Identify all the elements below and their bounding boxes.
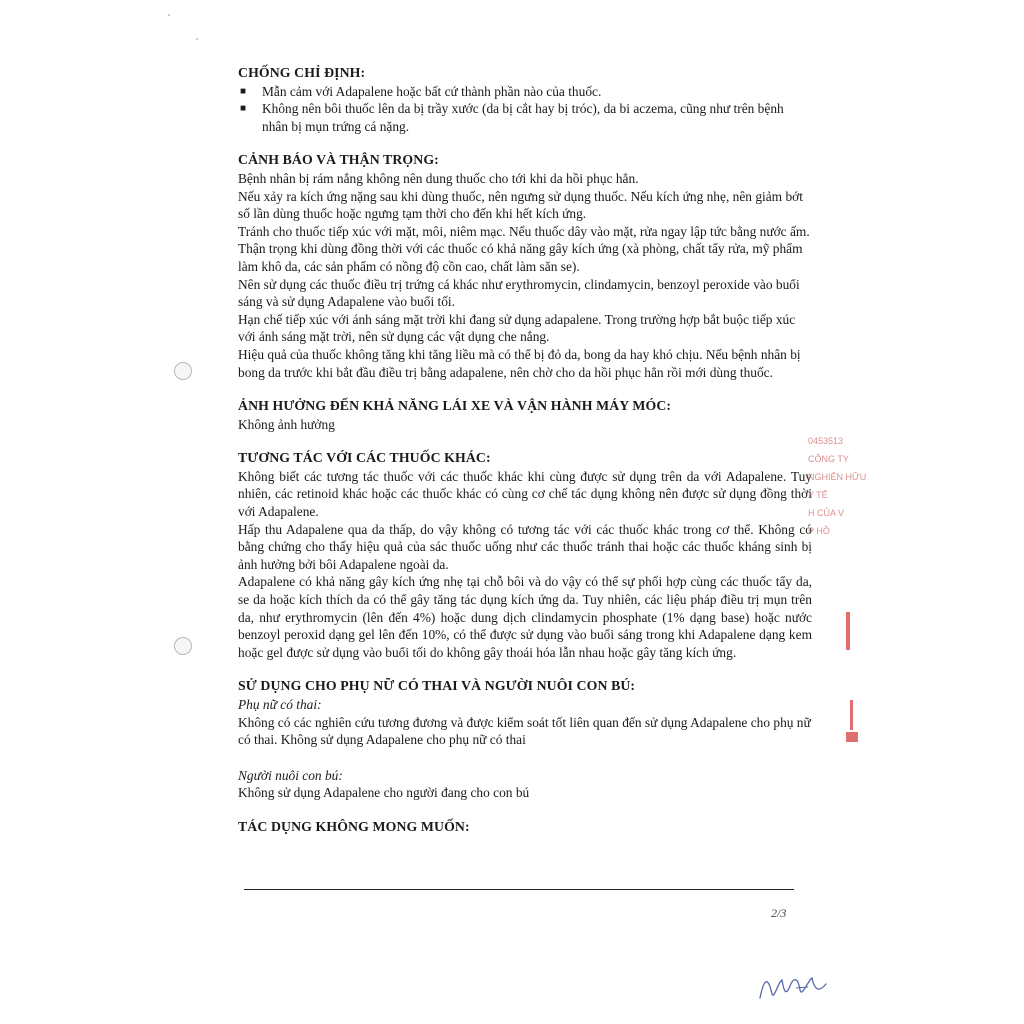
stamp-line: Y TẾ <box>808 490 828 500</box>
page-number: 2/3 <box>771 906 787 920</box>
punch-hole-icon <box>174 637 192 655</box>
section-heading: CẢNH BÁO VÀ THẬN TRỌNG: <box>238 152 439 168</box>
bullet-text: Mẫn cảm với Adapalene hoặc bất cứ thành phần nào của thuốc. <box>262 83 602 99</box>
punch-hole-icon <box>174 362 192 380</box>
paragraph: Nên sử dụng các thuốc điều trị trứng cá khác như erythromycin, clindamycin, benzoyl peroxide vào buổi sáng và sử dụng Adapalene vào buổi tối. <box>238 276 800 310</box>
stamp-line: 0453513 <box>808 436 844 446</box>
paragraph: Thận trọng khi dùng đồng thời với các thuốc có khả năng gây kích ứng (xà phòng, chất tẩy rửa, mỹ phẩm làm khô da, các sản phẩm có nồng độ cồn cao, chất làm săn se). <box>238 241 803 274</box>
section-heading: ẢNH HƯỞNG ĐẾN KHẢ NĂNG LÁI XE VÀ VẬN HÀNH MÁY MÓC: <box>238 398 672 414</box>
scan-speck <box>196 38 198 40</box>
paragraph: Adapalene có khả năng gây kích ứng nhẹ tại chỗ bôi và do vậy có thể sự phối hợp cùng các thuốc tẩy da, se da hoặc kích thích da có thể gây tăng tác dụng kích ứng da. Tuy nhiên, các liệu pháp điều trị mụn trên da, như erythromycin (lên đến 4%) hoặc dung dịch clindamycin phosphate (1% dạng base) hoặc nước benzoyl peroxid dạng gel lên đến 10%, có thể được sử dụng vào buổi sáng trong khi Adapalene dạng kem hoặc gel được sử dụng vào buổi tối do không gây thoái hóa lẫn nhau hoặc gây tăng kích ứng. <box>238 574 812 660</box>
pregnant-subheading: Phụ nữ có thai: <box>238 697 322 712</box>
section-warnings <box>238 151 812 381</box>
paragraph: Hấp thu Adapalene qua da thấp, do vậy không có tương tác với các thuốc khác trong cơ thể. Không có bằng chứng cho thấy hiệu quả của sác thuốc uống như các thuốc tránh thai hoặc các thuốc kháng sinh bị ảnh hưởng bởi bôi Adapalene ngoài da. <box>238 521 812 572</box>
stamp-red-mark <box>850 700 853 730</box>
paragraph: Không sử dụng Adapalene cho người đang cho con bú <box>238 785 530 801</box>
nursing-subheading: Người nuôi con bú: <box>238 767 343 783</box>
paragraph: Bệnh nhân bị rám nắng không nên dung thuốc cho tới khi da hồi phục hẳn. <box>238 170 639 186</box>
footer-divider <box>244 889 794 890</box>
bullet-icon: ■ <box>240 85 247 97</box>
stamp-line: CÔNG TY <box>808 454 849 464</box>
bullet-item <box>238 83 812 101</box>
section-heading: CHỐNG CHỈ ĐỊNH: <box>238 65 366 80</box>
section-heading: TƯƠNG TÁC VỚI CÁC THUỐC KHÁC: <box>238 450 491 466</box>
bullet-list <box>238 83 812 136</box>
paragraph: Tránh cho thuốc tiếp xúc với mặt, môi, niêm mạc. Nếu thuốc dây vào mặt, rửa ngay lập tức bằng nước ấm. <box>238 223 810 239</box>
section-contraindications <box>238 64 812 135</box>
paragraph: Không ảnh hưởng <box>238 416 335 432</box>
section-heading: TÁC DỤNG KHÔNG MONG MUỐN: <box>238 818 470 834</box>
company-stamp <box>808 432 878 572</box>
section-driving <box>238 397 812 433</box>
paragraph: Không có các nghiên cứu tương đương và được kiểm soát tốt liên quan đến sử dụng Adapalene cho phụ nữ có thai. Không sử dụng Adapalene cho phụ nữ có thai <box>238 714 811 748</box>
bullet-icon: ■ <box>240 103 247 115</box>
stamp-line: NGHIÊN HỮU <box>808 472 867 482</box>
stamp-line: H CỦA V <box>808 508 845 518</box>
paragraph: Hiệu quả của thuốc không tăng khi tăng liều mà có thể bị đỏ da, bong da hay khó chịu. Nếu bệnh nhân bị bong da trước khi bắt đầu điều trị bằng adapalene, nên chờ cho da hồi phục hẳn rồi mới dùng thuốc. <box>238 346 801 380</box>
bullet-item <box>238 100 812 135</box>
scan-speck <box>168 14 170 16</box>
signature-icon <box>756 968 836 1004</box>
section-side-effects <box>238 818 812 836</box>
section-interactions <box>238 449 812 661</box>
spacer <box>238 749 812 767</box>
stamp-red-mark <box>846 612 850 650</box>
paragraph: Không biết các tương tác thuốc với các thuốc khác khi cùng được sử dụng trên da với Adapalene. Tuy nhiên, các retinoid khác hoặc các thuốc khác có cùng cơ chế tác dụng không nên được sử dụng đồng thời với Adapalene. <box>238 468 812 520</box>
stamp-red-mark <box>846 732 858 742</box>
section-pregnancy <box>238 677 812 802</box>
paragraph: Nếu xảy ra kích ứng nặng sau khi dùng thuốc, nên ngưng sử dụng thuốc. Nếu kích ứng nhẹ, nên giảm bớt số lần dùng thuốc hoặc ngưng tạm thời cho đến khi hết kích ứng. <box>238 188 803 222</box>
document-body <box>238 64 812 852</box>
paragraph: Hạn chế tiếp xúc với ánh sáng mặt trời khi đang sử dụng adapalene. Trong trường hợp bắt buộc tiếp xúc với ánh sáng mặt trời, nên sử dụng các vật dụng che nắng. <box>238 311 796 345</box>
section-heading: SỬ DỤNG CHO PHỤ NỮ CÓ THAI VÀ NGƯỜI NUÔI CON BÚ: <box>238 678 636 694</box>
bullet-text: Không nên bôi thuốc lên da bị trầy xước (da bị cắt hay bị tróc), da bi aczema, cũng như trên bệnh nhân bị mụn trứng cá nặng. <box>262 101 784 134</box>
stamp-line: P HỒ <box>808 526 830 536</box>
